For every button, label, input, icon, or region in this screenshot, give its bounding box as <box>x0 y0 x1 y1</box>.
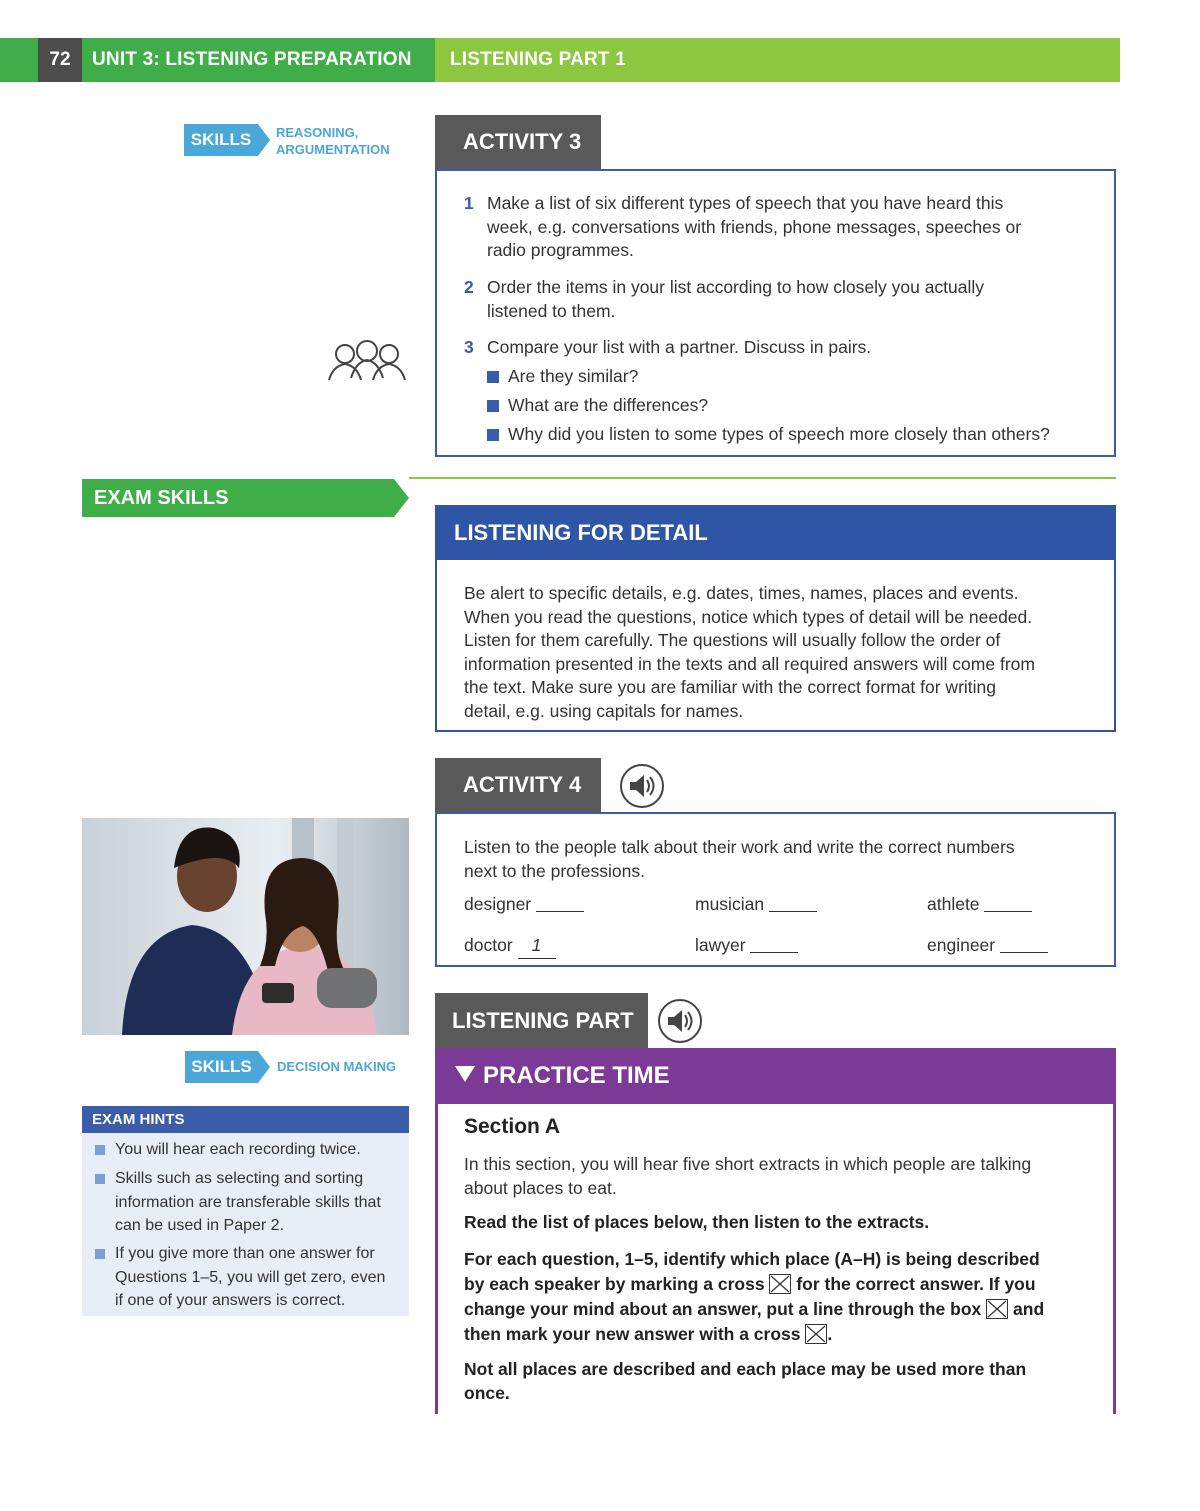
skills-line: REASONING, <box>276 125 359 140</box>
practice-box-border <box>1113 1104 1116 1414</box>
listening-for-detail-title: LISTENING FOR DETAIL <box>435 505 1116 560</box>
listening-part-1-tab: LISTENING PART <box>435 993 648 1049</box>
exam-hints-title: EXAM HINTS <box>82 1106 409 1133</box>
bullet-square <box>487 400 499 412</box>
group-discussion-icon <box>325 340 409 386</box>
skills-tag: SKILLS <box>184 124 258 156</box>
text-line: week, e.g. conversations with friends, phone messages, speeches or <box>487 216 1022 237</box>
text-line: Compare your list with a partner. Discuss in pairs. <box>487 337 872 357</box>
text-line: Listen to the people talk about their work and write the correct numbers <box>464 837 1015 857</box>
text-line: Questions 1–5, you will get zero, even <box>115 1268 386 1286</box>
practice-time-title <box>435 1048 1116 1104</box>
skills-tag-arrow <box>258 124 270 156</box>
cross-box-icon <box>986 1299 1008 1319</box>
profession-designer <box>464 893 584 917</box>
skills-tag-arrow <box>258 1051 270 1083</box>
profession-musician <box>695 893 817 917</box>
hint-item <box>115 1167 400 1238</box>
bullet-square <box>487 371 499 383</box>
text-line: if one of your answers is correct. <box>115 1292 346 1309</box>
profession-label: engineer <box>927 935 996 955</box>
profession-label: musician <box>695 894 765 914</box>
text-fragment: by each speaker by marking a cross <box>464 1274 765 1294</box>
speaker-icon[interactable] <box>658 999 702 1043</box>
hint-item <box>115 1138 400 1162</box>
bullet-text: Why did you listen to some types of speech more closely than others? <box>508 424 1050 444</box>
skills-description <box>276 124 390 158</box>
answer-blank-filled[interactable]: 1 <box>518 934 556 959</box>
item-number: 1 <box>464 193 474 213</box>
text-line <box>464 1272 1109 1297</box>
text-line: next to the professions. <box>464 860 645 881</box>
skills-line: ARGUMENTATION <box>276 142 390 157</box>
text-fragment: change your mind about an answer, put a line through the box <box>464 1299 982 1319</box>
text-line: radio programmes. <box>487 240 634 260</box>
text-line <box>464 1297 1109 1322</box>
text-line: Order the items in your list according to how closely you actually <box>487 277 985 297</box>
text-line: listened to them. <box>487 300 616 321</box>
bullet-text: Are they similar? <box>508 366 639 386</box>
text-line: For each question, 1–5, identify which place (A–H) is being described <box>464 1249 1040 1269</box>
profession-label: lawyer <box>695 935 746 955</box>
text-line: When you read the questions, notice which types of detail will be needed. <box>464 606 1033 627</box>
answer-blank[interactable] <box>769 894 817 912</box>
exam-skills-arrow <box>394 479 409 517</box>
not-all-places-note <box>464 1358 1109 1405</box>
activity-3-item-1 <box>464 192 1104 263</box>
text-line: Skills such as selecting and sorting <box>115 1170 364 1187</box>
text-fragment: and <box>1013 1299 1045 1319</box>
skills-description: DECISION MAKING <box>277 1059 397 1074</box>
listening-for-detail-text <box>464 582 1109 723</box>
answer-blank[interactable] <box>750 935 798 953</box>
page-number: 72 <box>38 38 82 82</box>
activity-3-bullet <box>487 365 1112 389</box>
bullet-square <box>95 1145 105 1155</box>
practice-time-label: PRACTICE TIME <box>483 1062 670 1089</box>
cross-box-icon <box>769 1274 791 1294</box>
text-line: If you give more than one answer for <box>115 1245 375 1262</box>
answer-blank[interactable] <box>984 894 1032 912</box>
item-number: 2 <box>464 277 474 297</box>
unit-title: UNIT 3: LISTENING PREPARATION <box>92 49 412 70</box>
activity-3-item-2 <box>464 276 1104 323</box>
profession-engineer <box>927 934 1048 958</box>
activity-3-item-3 <box>464 336 1104 360</box>
activity-4-instructions <box>464 836 1104 883</box>
bullet-square <box>487 429 499 441</box>
text-line: the text. Make sure you are familiar with the correct format for writing <box>464 677 996 697</box>
text-line: In this section, you will hear five short extracts in which people are talking <box>464 1154 1032 1174</box>
divider-line <box>409 477 1116 479</box>
text-line: Be alert to specific details, e.g. dates, times, names, places and events. <box>464 583 1019 603</box>
practice-box-border <box>435 1104 438 1414</box>
hint-item <box>115 1242 400 1313</box>
answer-blank[interactable] <box>1000 935 1048 953</box>
profession-label: designer <box>464 894 532 914</box>
item-number: 3 <box>464 337 474 357</box>
speaker-icon[interactable] <box>620 764 664 808</box>
activity-3-bullet <box>487 423 1112 447</box>
skills-tag: SKILLS <box>185 1051 258 1083</box>
text-fragment: . <box>827 1324 833 1344</box>
profession-label: athlete <box>927 894 980 914</box>
text-line: Make a list of six different types of speech that you have heard this <box>487 193 1004 213</box>
text-line <box>464 1322 1109 1347</box>
text-line: Not all places are described and each place may be used more than <box>464 1359 1027 1379</box>
section-title: LISTENING PART 1 <box>450 49 626 70</box>
marking-instructions <box>464 1247 1109 1347</box>
exam-hints-box <box>82 1133 409 1316</box>
text-line: about places to eat. <box>464 1177 617 1198</box>
text-fragment: then mark your new answer with a cross <box>464 1324 801 1344</box>
text-line: detail, e.g. using capitals for names. <box>464 700 744 721</box>
bullet-square <box>95 1249 105 1259</box>
bullet-square <box>95 1174 105 1184</box>
activity-4-tab: ACTIVITY 4 <box>435 758 601 813</box>
read-list-instruction: Read the list of places below, then listen to the extracts. <box>464 1212 930 1232</box>
section-a-heading: Section A <box>464 1115 561 1138</box>
text-line: once. <box>464 1382 510 1403</box>
triangle-down-icon <box>455 1066 475 1082</box>
activity-3-bullet <box>487 394 1112 418</box>
bullet-text: What are the differences? <box>508 395 709 415</box>
profession-label: doctor <box>464 935 513 955</box>
text-line: can be used in Paper 2. <box>115 1217 285 1234</box>
answer-blank[interactable] <box>536 894 584 912</box>
text-fragment: for the correct answer. If you <box>796 1274 1036 1294</box>
text-line: information are transferable skills that <box>115 1193 381 1211</box>
profession-doctor <box>464 934 556 959</box>
text-line: information presented in the texts and all required answers will come from <box>464 653 1035 674</box>
activity-3-tab: ACTIVITY 3 <box>435 115 601 170</box>
profession-athlete <box>927 893 1032 917</box>
text-line: You will hear each recording twice. <box>115 1141 361 1158</box>
exam-skills-banner: EXAM SKILLS <box>82 479 394 517</box>
profession-lawyer <box>695 934 798 958</box>
cross-box-icon <box>805 1324 827 1344</box>
photo-nurse-and-girl <box>82 818 409 1035</box>
text-line: Listen for them carefully. The questions will usually follow the order of <box>464 630 1001 650</box>
section-a-intro <box>464 1153 1104 1200</box>
